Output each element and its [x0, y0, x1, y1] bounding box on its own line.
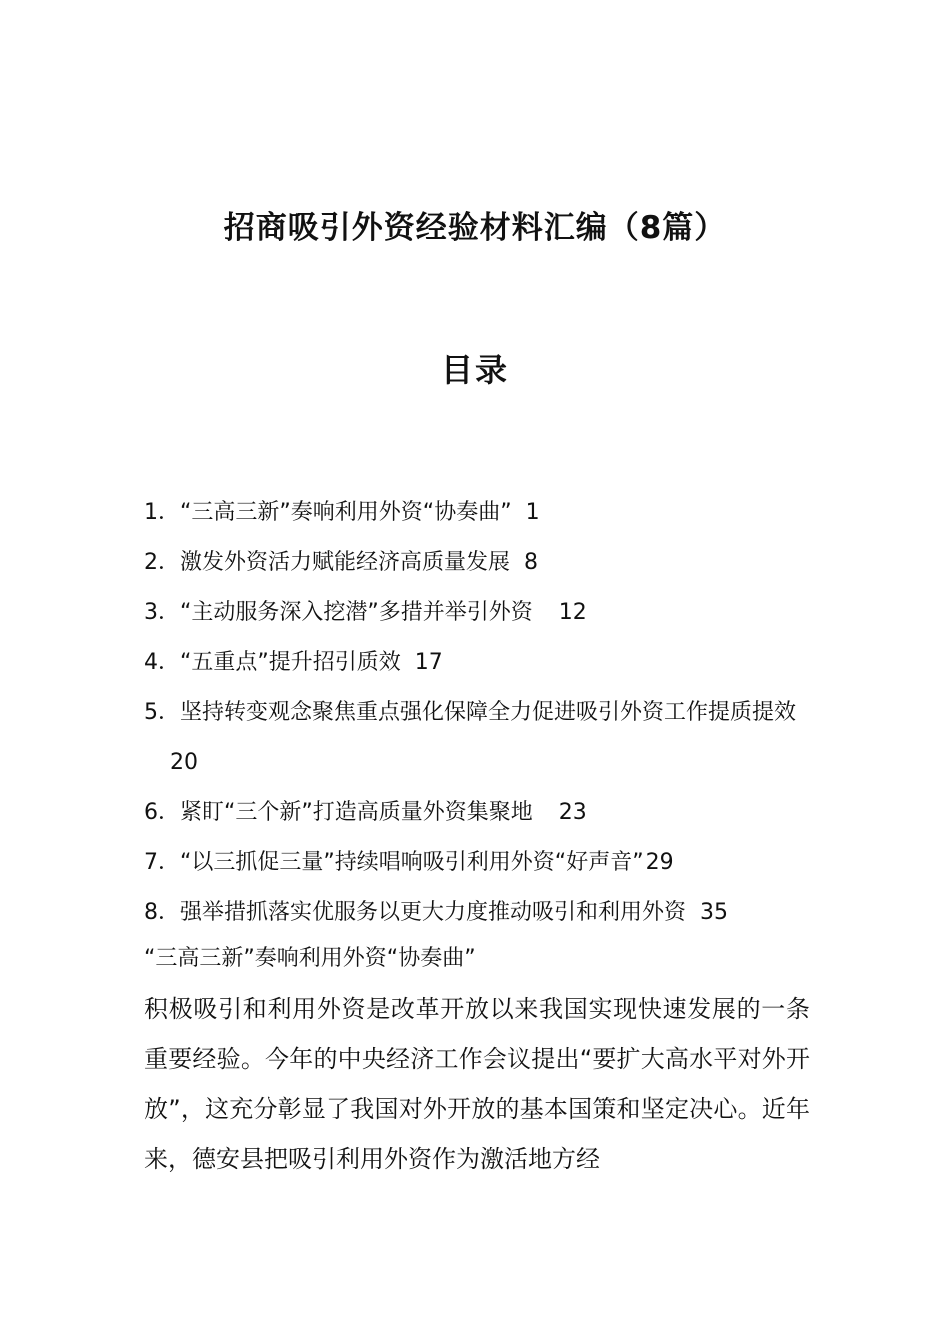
toc-item-title: “五重点”提升招引质效 — [180, 650, 401, 675]
toc-item-7[interactable] — [144, 838, 814, 888]
toc-item-number: 1． — [144, 500, 180, 525]
toc-item-page: 1 — [525, 500, 540, 525]
toc-item-3[interactable] — [144, 588, 814, 638]
toc-item-title: “主动服务深入挖潜”多措并举引外资 — [180, 600, 533, 625]
document-title: 招商吸引外资经验材料汇编（8篇） — [223, 210, 727, 246]
toc-item-1[interactable] — [144, 488, 814, 538]
toc-item-5[interactable] — [144, 688, 810, 788]
toc-item-number: 5． — [144, 700, 180, 725]
table-of-contents — [144, 488, 814, 938]
toc-item-number: 4． — [144, 650, 180, 675]
toc-item-number: 6． — [144, 800, 180, 825]
toc-item-page: 17 — [414, 650, 443, 675]
toc-item-2[interactable] — [144, 538, 814, 588]
toc-item-6[interactable] — [144, 788, 814, 838]
toc-item-page: 23 — [558, 800, 587, 825]
toc-item-page: 12 — [558, 600, 587, 625]
toc-item-number: 8． — [144, 900, 180, 925]
toc-item-title: “以三抓促三量”持续唱响吸引利用外资“好声音” — [180, 850, 644, 875]
toc-item-8[interactable] — [144, 888, 814, 938]
toc-item-4[interactable] — [144, 638, 814, 688]
toc-item-number: 7． — [144, 850, 180, 875]
toc-item-title: 激发外资活力赋能经济高质量发展 — [180, 550, 511, 575]
section-title: “三高三新”奏响利用外资“协奏曲” — [144, 946, 476, 971]
toc-heading: 目录 — [440, 351, 509, 389]
toc-item-title: 紧盯“三个新”打造高质量外资集聚地 — [180, 800, 533, 825]
body-paragraph: 积极吸引和利用外资是改革开放以来我国实现快速发展的一条重要经验。今年的中央经济工作会议提出“要扩大高水平对外开放”，这充分彰显了我国对外开放的基本国策和坚定决心。近年来，德安县把吸引利用外资作为激活地方经 — [144, 995, 810, 1173]
toc-item-page: 8 — [524, 550, 539, 575]
toc-item-number: 3． — [144, 600, 180, 625]
toc-item-title: 坚持转变观念聚焦重点强化保障全力促进吸引外资工作提质提效 — [180, 700, 797, 725]
toc-item-title: 强举措抓落实优服务以更大力度推动吸引和利用外资 — [180, 900, 687, 925]
toc-item-page: 29 — [645, 850, 674, 875]
toc-item-page: 35 — [700, 900, 729, 925]
toc-item-page: 20 — [170, 750, 198, 775]
toc-item-title: “三高三新”奏响利用外资“协奏曲” — [180, 500, 512, 525]
toc-item-number: 2． — [144, 550, 180, 575]
